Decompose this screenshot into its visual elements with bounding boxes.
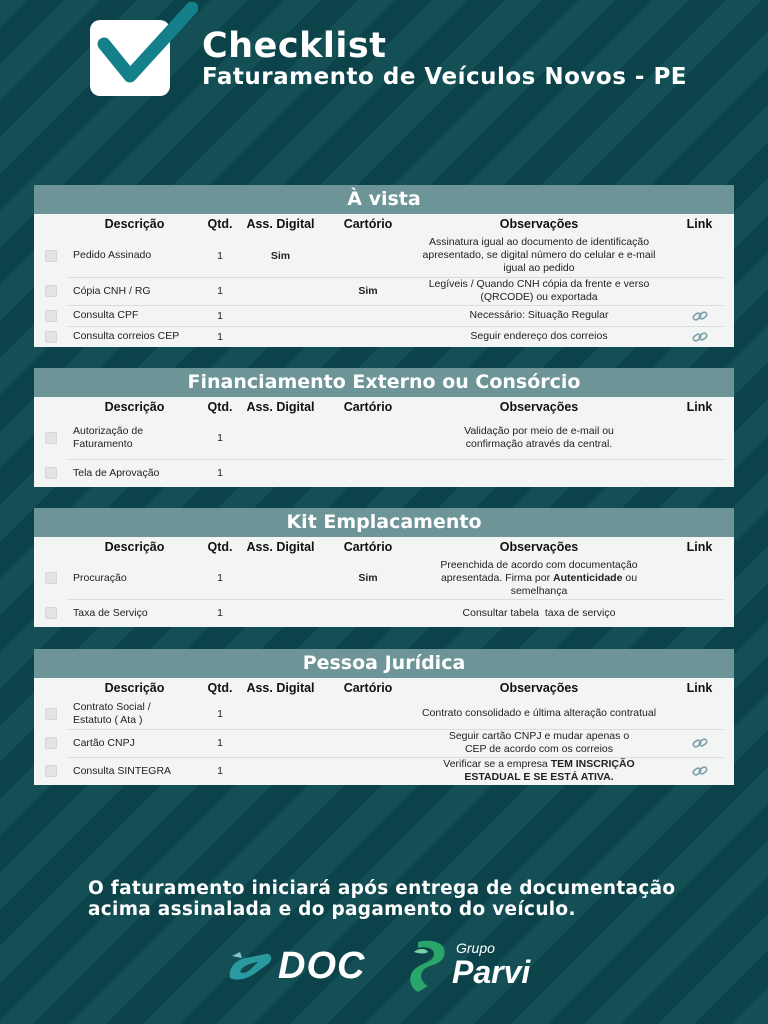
row-obs: Legíveis / Quando CNH cópia da frente e verso (QRCODE) ou exportada bbox=[428, 278, 650, 303]
row-obs: Contrato consolidado e última alteração contratual bbox=[421, 707, 657, 719]
row-desc: Cartão CNPJ bbox=[73, 736, 135, 749]
row-qtd: 1 bbox=[217, 607, 223, 619]
row-checkbox[interactable] bbox=[45, 285, 57, 297]
col-cart: Cartório bbox=[343, 681, 393, 695]
doc-logo-text: DOC bbox=[278, 944, 366, 987]
column-header bbox=[34, 678, 734, 698]
section-title: Financiamento Externo ou Consórcio bbox=[34, 368, 734, 397]
column-header bbox=[34, 537, 734, 557]
col-qtd: Qtd. bbox=[207, 540, 233, 554]
row-qtd: 1 bbox=[217, 467, 223, 479]
row-checkbox[interactable] bbox=[45, 432, 57, 444]
col-cart: Cartório bbox=[343, 400, 393, 414]
row-checkbox[interactable] bbox=[45, 607, 57, 619]
col-obs: Observações bbox=[499, 680, 579, 695]
table-row bbox=[34, 326, 734, 347]
col-cart: Cartório bbox=[343, 217, 393, 231]
col-desc: Descrição bbox=[104, 217, 165, 231]
doc-logo-icon bbox=[226, 948, 274, 984]
row-desc: Consulta SINTEGRA bbox=[73, 764, 172, 777]
row-cart: Sim bbox=[358, 285, 378, 297]
row-desc: Cópia CNH / RG bbox=[73, 284, 151, 297]
section-title: À vista bbox=[34, 185, 734, 214]
row-cart: Sim bbox=[358, 572, 378, 584]
row-checkbox[interactable] bbox=[45, 737, 57, 749]
link-icon[interactable] bbox=[692, 310, 708, 322]
row-desc: Consulta CPF bbox=[73, 309, 139, 321]
row-qtd: 1 bbox=[217, 765, 223, 777]
link-icon[interactable] bbox=[692, 331, 708, 343]
row-qtd: 1 bbox=[217, 285, 223, 297]
row-checkbox[interactable] bbox=[45, 765, 57, 777]
section-pessoa-juridica bbox=[34, 649, 734, 785]
section-title: Kit Emplacamento bbox=[34, 508, 734, 537]
row-qtd: 1 bbox=[217, 309, 223, 322]
col-qtd: Qtd. bbox=[207, 217, 233, 231]
row-checkbox[interactable] bbox=[45, 310, 57, 322]
doc-logo bbox=[226, 944, 365, 988]
row-ass: Sim bbox=[270, 249, 291, 262]
col-link: Link bbox=[686, 540, 713, 554]
col-desc: Descrição bbox=[104, 540, 165, 554]
section-a-vista bbox=[34, 185, 734, 347]
row-obs: Seguir cartão CNPJ e mudar apenas o CEP de acordo com os correios bbox=[448, 730, 630, 755]
row-desc: Procuração bbox=[73, 571, 127, 584]
col-cart: Cartório bbox=[343, 540, 393, 554]
table-row bbox=[34, 277, 734, 305]
checkmark-icon bbox=[88, 2, 198, 92]
row-desc: Taxa de Serviço bbox=[73, 606, 148, 619]
row-checkbox[interactable] bbox=[45, 572, 57, 584]
col-qtd: Qtd. bbox=[207, 681, 233, 695]
column-header bbox=[34, 214, 734, 234]
table-row bbox=[34, 234, 734, 277]
col-obs: Observações bbox=[499, 399, 579, 414]
row-obs: Preenchida de acordo com documentação apresentada. Firma por Autenticidade ou semelhança bbox=[440, 558, 638, 597]
col-obs: Observações bbox=[499, 539, 579, 554]
link-icon[interactable] bbox=[692, 765, 708, 777]
col-link: Link bbox=[686, 217, 713, 231]
row-desc: Contrato Social / Estatuto ( Ata ) bbox=[73, 700, 151, 726]
table-row bbox=[34, 599, 734, 627]
row-obs: Consultar tabela taxa de serviço bbox=[462, 606, 616, 619]
footer-line-2: acima assinalada e do pagamento do veículo. bbox=[88, 899, 576, 920]
row-desc: Autorização de Faturamento bbox=[73, 425, 144, 450]
section-kit-emplacamento bbox=[34, 508, 734, 627]
row-checkbox[interactable] bbox=[45, 467, 57, 479]
parvi-name-text: Parvi bbox=[452, 954, 531, 990]
col-desc: Descrição bbox=[104, 681, 165, 695]
row-desc: Consulta correios CEP bbox=[73, 330, 180, 342]
table-row bbox=[34, 698, 734, 729]
parvi-grupo-text: Grupo bbox=[456, 940, 495, 956]
row-checkbox[interactable] bbox=[45, 250, 57, 262]
row-desc: Tela de Aprovação bbox=[73, 466, 160, 479]
row-desc: Pedido Assinado bbox=[73, 249, 152, 261]
footer-note bbox=[88, 878, 675, 920]
row-obs: Necessário: Situação Regular bbox=[469, 309, 609, 321]
page-title: Checklist bbox=[202, 26, 387, 66]
col-qtd: Qtd. bbox=[207, 400, 233, 414]
table-row bbox=[34, 459, 734, 487]
table-row bbox=[34, 417, 734, 459]
section-financiamento bbox=[34, 368, 734, 487]
row-qtd: 1 bbox=[217, 249, 223, 262]
row-checkbox[interactable] bbox=[45, 331, 57, 343]
row-obs: Assinatura igual ao documento de identificação apresentado, se digital número do celular e e-mail igual ao pedido bbox=[422, 236, 656, 274]
row-obs: Seguir endereço dos correios bbox=[470, 330, 608, 342]
row-qtd: 1 bbox=[217, 737, 223, 749]
col-ass: Ass. Digital bbox=[246, 681, 315, 695]
col-link: Link bbox=[686, 681, 713, 695]
row-qtd: 1 bbox=[217, 330, 223, 343]
column-header bbox=[34, 397, 734, 417]
col-ass: Ass. Digital bbox=[246, 217, 315, 231]
parvi-logo bbox=[404, 938, 531, 994]
table-row bbox=[34, 557, 734, 599]
table-row bbox=[34, 305, 734, 326]
col-obs: Observações bbox=[499, 216, 579, 231]
row-qtd: 1 bbox=[217, 432, 223, 444]
table-row bbox=[34, 757, 734, 785]
col-ass: Ass. Digital bbox=[246, 400, 315, 414]
row-obs: Validação por meio de e-mail ou confirmação através da central. bbox=[464, 425, 614, 450]
col-link: Link bbox=[686, 400, 713, 414]
row-checkbox[interactable] bbox=[45, 708, 57, 720]
parvi-logo-icon bbox=[404, 938, 452, 994]
footer-line-1: O faturamento iniciará após entrega de documentação bbox=[88, 878, 676, 899]
link-icon[interactable] bbox=[692, 737, 708, 749]
table-row bbox=[34, 729, 734, 757]
row-obs: Verificar se a empresa TEM INSCRIÇÃO ESTADUAL E SE ESTÁ ATIVA. bbox=[443, 758, 635, 783]
col-desc: Descrição bbox=[104, 400, 165, 414]
page-subtitle: Faturamento de Veículos Novos - PE bbox=[202, 64, 688, 90]
col-ass: Ass. Digital bbox=[246, 540, 315, 554]
section-title: Pessoa Jurídica bbox=[34, 649, 734, 678]
row-qtd: 1 bbox=[217, 707, 223, 720]
row-qtd: 1 bbox=[217, 572, 223, 584]
